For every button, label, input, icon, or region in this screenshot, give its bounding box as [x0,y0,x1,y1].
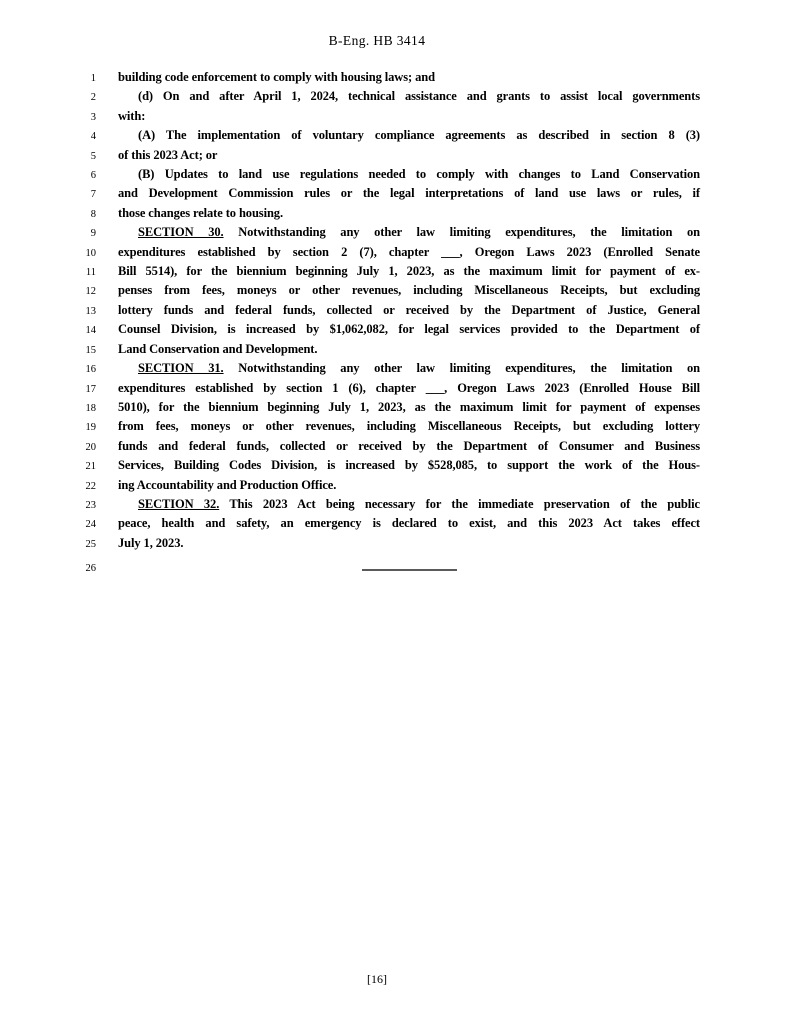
text-line [60,379,700,398]
line-number: 17 [85,383,96,395]
line-text: and Development Commission rules or the legal interpretations of land use laws or rules, if [118,186,700,201]
text-line [60,281,700,300]
line-text: penses from fees, moneys or other revenues, including Miscellaneous Receipts, but excluding [118,283,700,298]
line-number: 1 [90,73,96,84]
end-of-text-rule [362,553,457,571]
line-number: 20 [85,441,96,453]
line-text: (A) The implementation of voluntary compliance agreements as described in section 8 (3) [138,128,700,143]
line-number: 22 [85,480,96,492]
text-line [60,301,700,320]
section-label: SECTION 32. [138,496,220,511]
text-line [60,320,700,339]
line-number: 19 [85,422,96,434]
line-number: 2 [90,92,96,104]
line-text: (d) On and after April 1, 2024, technical assistance and grants to assist local governments [138,89,700,104]
text-line [60,68,700,87]
line-text: 5010), for the biennium beginning July 1, 2023, as the maximum limit for payment of expenses [118,399,700,414]
line-number: 14 [85,325,96,337]
line-text: SECTION 31. Notwithstanding any other law limiting expenditures, the limitation on [138,361,700,376]
text-line [60,262,700,281]
document-body [60,68,700,573]
text-line [60,223,700,242]
section-label: SECTION 31. [138,361,224,376]
text-line [60,107,700,126]
line-number: 6 [90,170,96,182]
text-line [60,553,700,575]
line-text: with: [118,108,146,123]
page-number: [16] [367,972,387,986]
line-text: of this 2023 Act; or [118,147,218,162]
line-number: 12 [85,286,96,298]
text-line [60,417,700,436]
text-line [60,243,700,262]
text-line [60,456,700,475]
line-text: (B) Updates to land use regulations needed to comply with changes to Land Conservation [138,167,700,182]
line-text: Bill 5514), for the biennium beginning July 1, 2023, as the maximum limit for payment of ex- [118,264,700,279]
line-number: 16 [85,364,96,376]
text-line [60,534,700,553]
line-number: 18 [85,402,96,414]
text-line [60,495,700,514]
line-text: from fees, moneys or other revenues, including Miscellaneous Receipts, but excluding lottery [118,419,700,434]
line-text: SECTION 32. This 2023 Act being necessary for the immediate preservation of the public [138,496,700,511]
line-number: 26 [85,563,96,575]
text-line [60,437,700,456]
line-text: funds and federal funds, collected or received by the Department of Consumer and Business [118,438,700,453]
line-number: 3 [90,111,96,123]
line-text: Counsel Division, is increased by $1,062,082, for legal services provided to the Department of [118,322,700,337]
line-number: 10 [85,247,96,259]
line-number: 21 [85,461,96,473]
text-line [60,476,700,495]
line-number: 13 [85,305,96,317]
text-line [60,146,700,165]
line-text: SECTION 30. Notwithstanding any other law limiting expenditures, the limitation on [138,225,700,240]
text-line [60,126,700,145]
document-header: B-Eng. HB 3414 [328,33,426,48]
text-line [60,398,700,417]
line-text: lottery funds and federal funds, collected or received by the Department of Justice, General [118,302,700,317]
section-label: SECTION 30. [138,225,224,240]
line-number: 4 [90,131,96,143]
text-line [60,204,700,223]
line-text: expenditures established by section 1 (6), chapter ___, Oregon Laws 2023 (Enrolled House Bill [118,380,700,395]
line-number: 15 [85,344,96,356]
line-number: 24 [85,519,96,531]
line-text: ing Accountability and Production Office. [118,477,337,492]
line-text: July 1, 2023. [118,535,184,550]
line-text: peace, health and safety, an emergency is declared to exist, and this 2023 Act takes effect [118,516,700,531]
line-number: 8 [90,208,96,220]
text-line [60,514,700,533]
line-text: those changes relate to housing. [118,205,283,220]
line-text [118,553,700,571]
line-number: 5 [90,150,96,162]
text-line [60,165,700,184]
line-text: building code enforcement to comply with housing laws; and [118,70,435,84]
line-text: Services, Building Codes Division, is increased by $528,085, to support the work of the Hous- [118,458,700,473]
text-line [60,340,700,359]
line-text: Land Conservation and Development. [118,341,318,356]
line-number: 23 [85,499,96,511]
text-line [60,87,700,106]
line-number: 7 [90,189,96,201]
line-number: 11 [85,267,96,279]
line-text: expenditures established by section 2 (7), chapter ___, Oregon Laws 2023 (Enrolled Senate [118,244,700,259]
text-line [60,359,700,378]
text-line [60,184,700,203]
line-number: 9 [90,228,96,240]
line-number: 25 [85,538,96,550]
